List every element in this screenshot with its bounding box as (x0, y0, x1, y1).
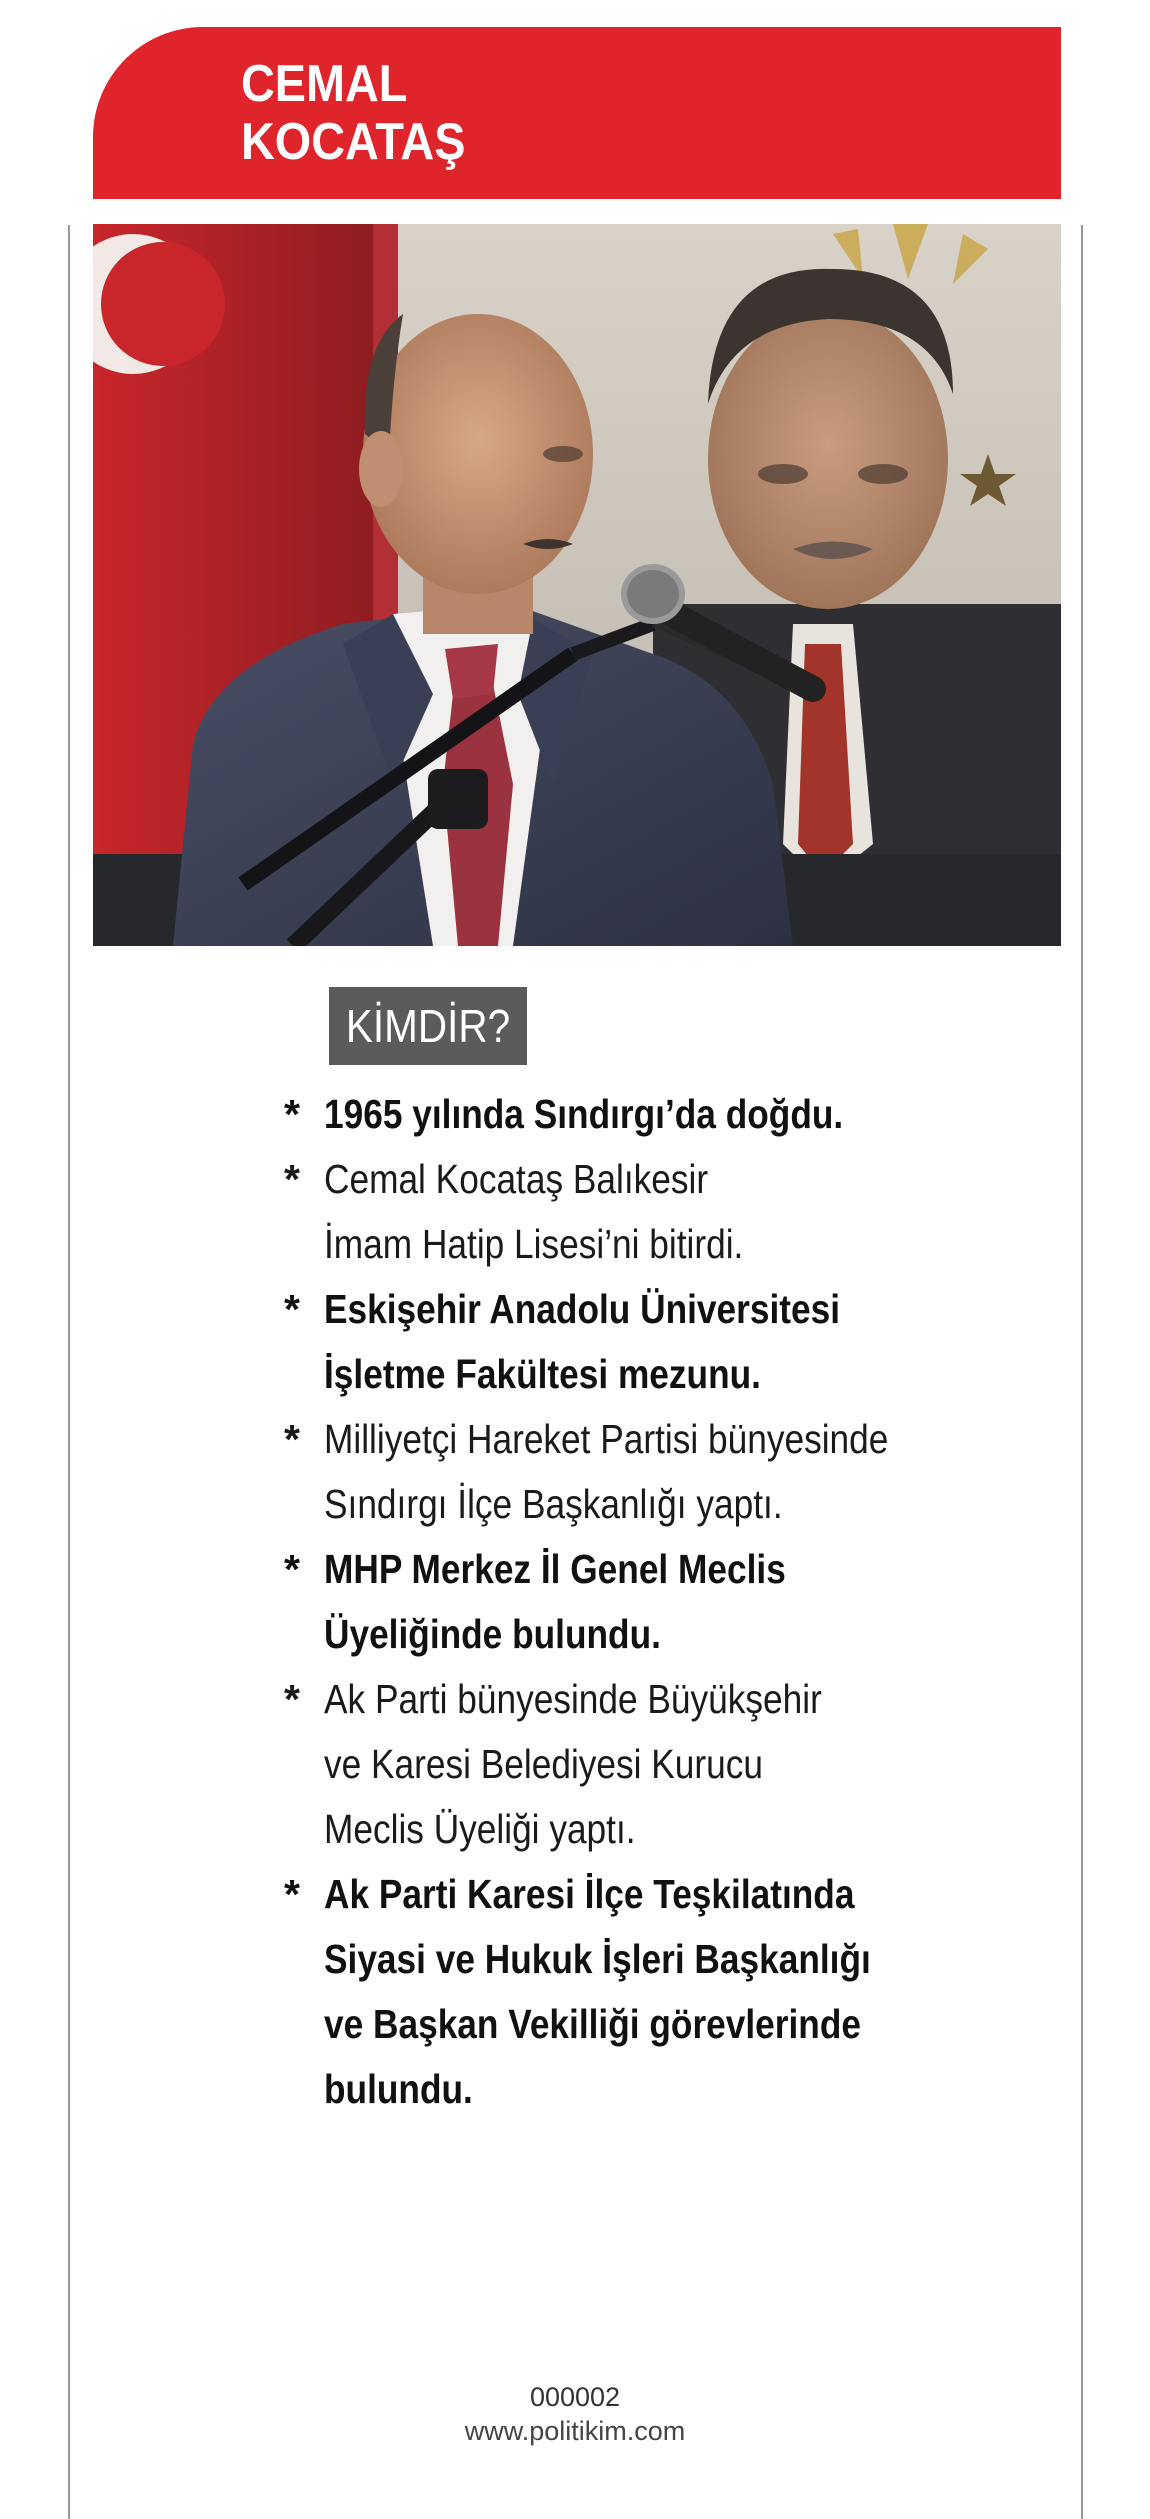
section-title-kimdir: KİMDİR? (329, 987, 527, 1065)
bio-item (284, 1407, 1044, 1537)
bio-line: İmam Hatip Lisesi’ni bitirdi. (324, 1221, 744, 1267)
bullet-star: * (284, 1286, 300, 1332)
bullet-star: * (284, 1156, 300, 1202)
website-link[interactable]: www.politikim.com (464, 2416, 686, 2446)
person-last-name: KOCATAŞ (241, 113, 466, 171)
bio-text (324, 1407, 943, 1537)
person-name (241, 55, 465, 171)
bio-text (324, 1147, 943, 1277)
right-border-line (1081, 225, 1083, 2519)
bio-line: Sındırgı İlçe Başkanlığı yaptı. (324, 1481, 783, 1527)
bio-line: Eskişehir Anadolu Üniversitesi (324, 1286, 841, 1332)
bio-item (284, 1667, 1044, 1862)
bullet-star: * (284, 1871, 300, 1917)
bio-line: Ak Parti Karesi İlçe Teşkilatında (324, 1871, 855, 1917)
bullet-star: * (284, 1416, 300, 1462)
bio-item (284, 1277, 1044, 1407)
bio-text (324, 1537, 943, 1667)
bio-item (284, 1862, 1044, 2122)
bullet-star: * (284, 1546, 300, 1592)
bio-item (284, 1537, 1044, 1667)
bio-line: Milliyetçi Hareket Partisi bünyesinde (324, 1416, 889, 1462)
left-border-line (68, 225, 70, 2519)
portrait-photo (93, 224, 1061, 946)
bio-line: Meclis Üyeliği yaptı. (324, 1806, 636, 1852)
bullet-star: * (284, 1091, 300, 1137)
person-first-name: CEMAL (241, 55, 408, 113)
name-header-banner (93, 27, 1061, 199)
biography-list (284, 1082, 1044, 2122)
bio-line: MHP Merkez İl Genel Meclis (324, 1546, 786, 1592)
bio-line: 1965 yılında Sındırgı’da doğdu. (324, 1091, 844, 1137)
bio-line: İşletme Fakültesi mezunu. (324, 1351, 761, 1397)
bio-line: ve Karesi Belediyesi Kurucu (324, 1741, 764, 1787)
bio-line: Ak Parti bünyesinde Büyükşehir (324, 1676, 822, 1722)
bio-text (324, 1862, 943, 2122)
page-footer (0, 2380, 1150, 2448)
bio-line: ve Başkan Vekilliği görevlerinde (324, 2001, 862, 2047)
page-code: 000002 (529, 2382, 621, 2412)
bio-text (324, 1082, 943, 1147)
bio-text (324, 1667, 943, 1862)
bio-item (284, 1147, 1044, 1277)
bio-item (284, 1082, 1044, 1147)
bio-text (324, 1277, 943, 1407)
bio-line: Siyasi ve Hukuk İşleri Başkanlığı (324, 1936, 871, 1982)
bio-line: Üyeliğinde bulundu. (324, 1611, 661, 1657)
bullet-star: * (284, 1676, 300, 1722)
bio-line: bulundu. (324, 2066, 473, 2112)
bio-line: Cemal Kocataş Balıkesir (324, 1156, 709, 1202)
